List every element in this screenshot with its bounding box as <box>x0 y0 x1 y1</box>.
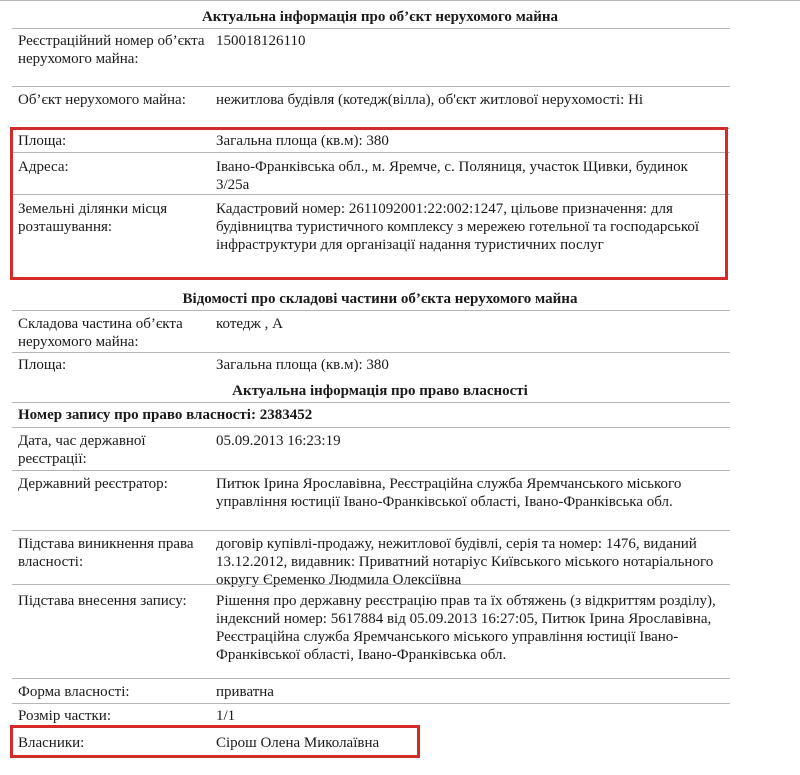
value-component-part: котедж , А <box>216 316 283 332</box>
value-object: нежитлова будівля (котедж(вілла), об'єкт житлової нерухомості: Ні <box>216 92 644 108</box>
label-land-plots: Земельні ділянки місця розташування: <box>18 201 168 235</box>
row-divider <box>12 352 730 353</box>
value-ownership-basis: договір купівлі-продажу, нежитлової будівлі, серія та номер: 1476, виданий 13.12.2012, видавник: Приватний нотаріус Київського міського нотаріального округу Єременко Людмила Олексіївна <box>216 536 714 588</box>
row-divider <box>12 28 730 29</box>
row-divider <box>12 86 730 87</box>
value-owners: Сірош Олена Миколаївна <box>216 735 380 751</box>
section-heading-object: Актуальна інформація про об’єкт нерухомого майна <box>201 9 559 25</box>
label-owners: Власники: <box>18 735 85 751</box>
value-registration-date: 05.09.2013 16:23:19 <box>216 433 341 449</box>
label-registrar: Державний реєстратор: <box>18 476 168 492</box>
value-share-size: 1/1 <box>216 708 236 724</box>
value-area: Загальна площа (кв.м): 380 <box>216 133 389 149</box>
highlight-box-location <box>10 127 728 280</box>
value-address: Івано-Франківська обл., м. Яремче, с. Поляниця, участок Щивки, будинок 3/25а <box>216 159 688 193</box>
section-heading-components: Відомості про складові частини об’єкта нерухомого майна <box>182 291 578 307</box>
label-component-area: Площа: <box>18 357 67 373</box>
top-divider <box>0 0 800 1</box>
row-divider <box>12 530 730 531</box>
highlight-box-owners <box>10 725 420 758</box>
ownership-record-number: Номер запису про право власності: 2383452 <box>18 407 313 423</box>
label-entry-basis: Підстава внесення запису: <box>18 593 187 609</box>
label-address: Адреса: <box>18 159 69 175</box>
label-object: Об’єкт нерухомого майна: <box>18 92 186 108</box>
row-divider <box>12 310 730 311</box>
value-entry-basis: Рішення про державну реєстрацію прав та їх обтяжень (з відкриттям розділу), індексний номер: 5617884 від 05.09.2013 16:27:05, Питюк Ірина Ярославівна, Реєстраційна служба Яремчанського міського управління юстиції Івано-Франківської області, Івано-Франківська обл. <box>216 593 716 663</box>
value-land-plots: Кадастровий номер: 2611092001:22:002:1247, цільове призначення: для будівництва туристичного комплексу з мережею готельної та господарської інфраструктури для організації надання туристичних послуг <box>216 201 700 253</box>
row-divider <box>12 584 730 585</box>
row-divider <box>12 470 730 471</box>
label-component-part: Складова частина об’єкта нерухомого майна: <box>18 316 183 350</box>
label-registration-date: Дата, час державної реєстрації: <box>18 433 146 467</box>
row-divider <box>12 678 730 679</box>
value-component-area: Загальна площа (кв.м): 380 <box>216 357 389 373</box>
label-share-size: Розмір частки: <box>18 708 111 724</box>
value-registration-number: 150018126110 <box>216 33 306 49</box>
section-heading-ownership: Актуальна інформація про право власності <box>232 383 528 399</box>
label-registration-number: Реєстраційний номер об’єкта нерухомого майна: <box>18 33 205 67</box>
value-ownership-form: приватна <box>216 684 274 700</box>
value-registrar: Питюк Ірина Ярославівна, Реєстраційна служба Яремчанського міського управління юстиції Івано-Франківської області, Івано-Франківська обл. <box>216 476 682 510</box>
row-divider <box>12 402 730 403</box>
row-divider <box>12 427 730 428</box>
label-area: Площа: <box>18 133 67 149</box>
row-divider <box>12 703 730 704</box>
label-ownership-basis: Підстава виникнення права власності: <box>18 536 194 570</box>
label-ownership-form: Форма власності: <box>18 684 130 700</box>
